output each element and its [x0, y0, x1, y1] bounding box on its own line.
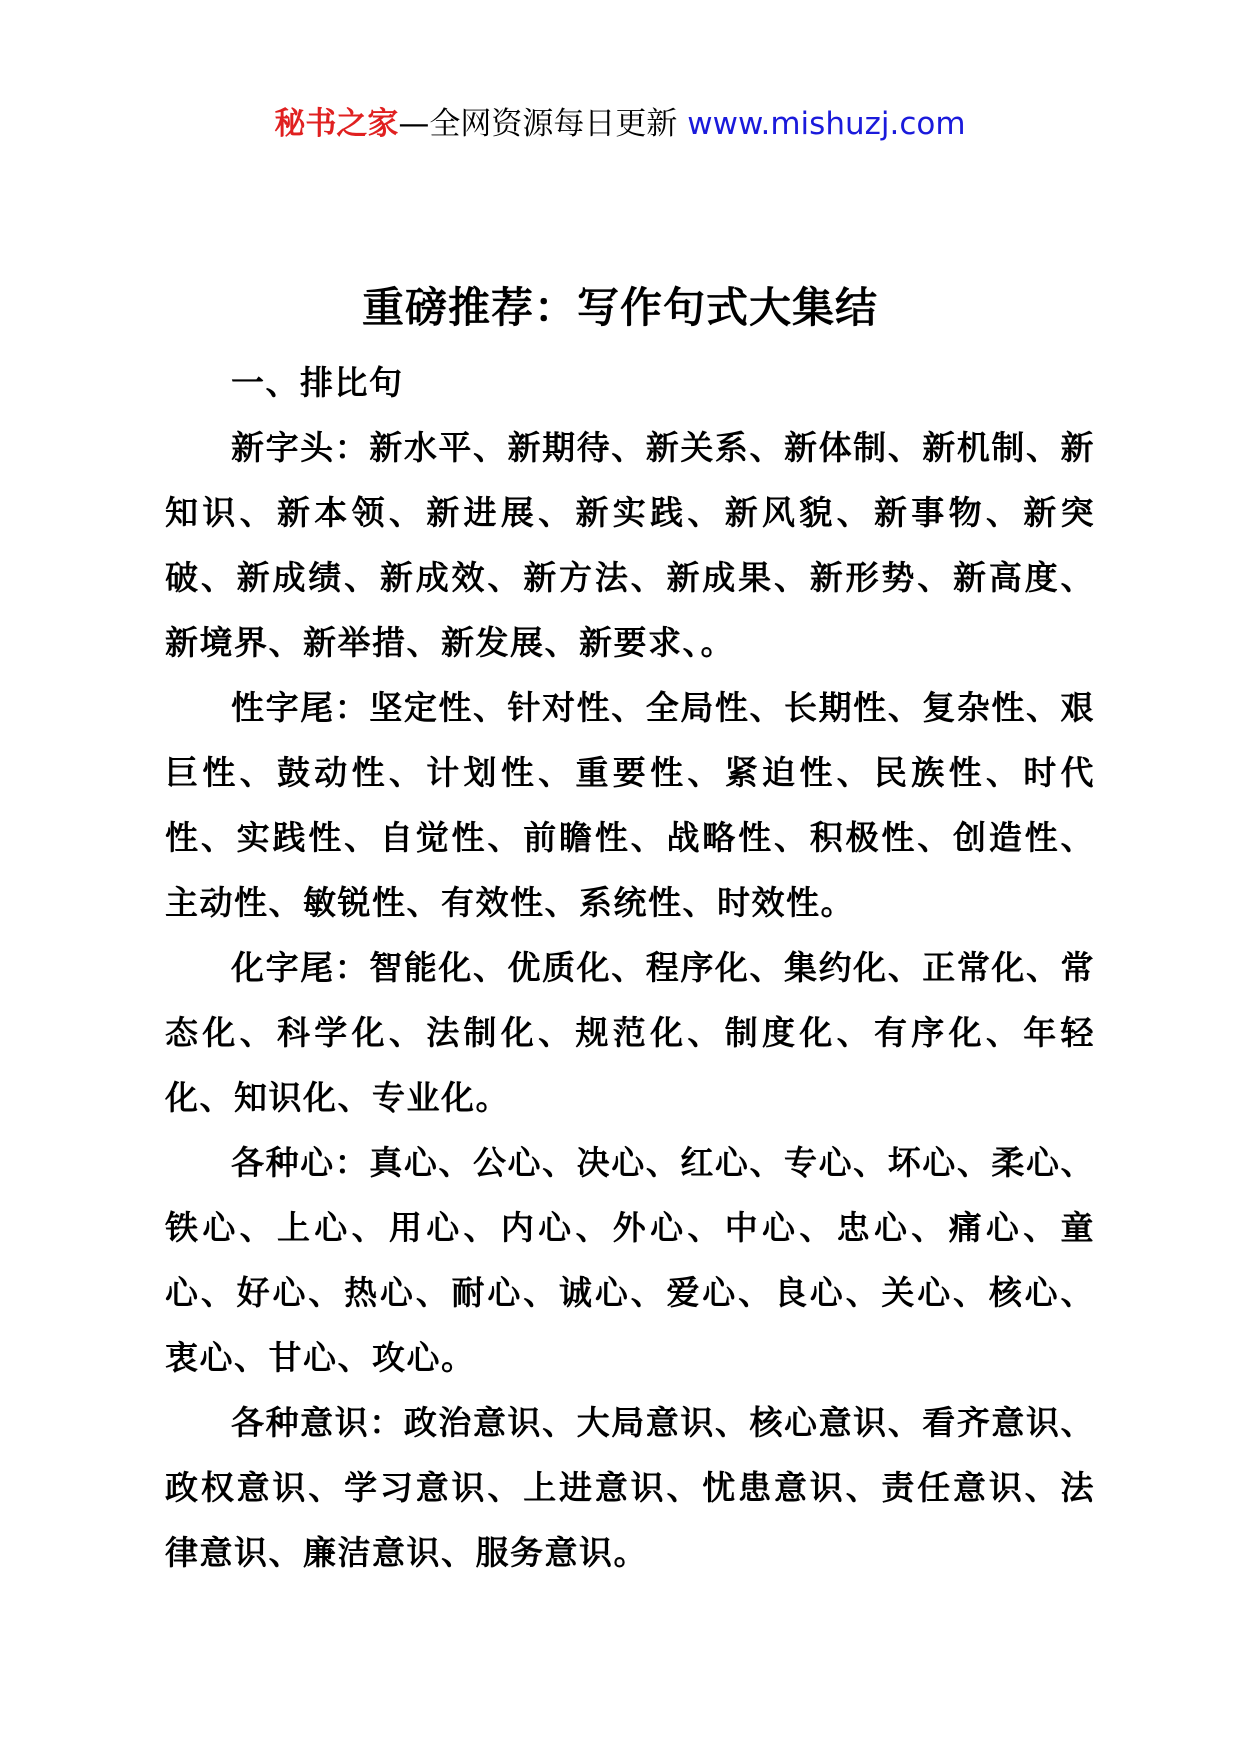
site-url-link[interactable]: www.mishuzj.com	[687, 106, 966, 142]
document-title: 重磅推荐：写作句式大集结	[361, 283, 878, 332]
paragraph-xin-prefix: 新字头：新水平、新期待、新关系、新体制、新机制、新知识、新本领、新进展、新实践、新风貌、新事物、新突破、新成绩、新成效、新方法、新成果、新形势、新高度、新境界、新举措、新发展、新要求、。	[165, 428, 1095, 662]
paragraph-xing-suffix: 性字尾：坚定性、针对性、全局性、长期性、复杂性、艰巨性、鼓动性、计划性、重要性、紧迫性、民族性、时代性、实践性、自觉性、前瞻性、战略性、积极性、创造性、主动性、敏锐性、有效性、系统性、时效性。	[165, 688, 1095, 922]
paragraph-hua-suffix: 化字尾：智能化、优质化、程序化、集约化、正常化、常态化、科学化、法制化、规范化、制度化、有序化、年轻化、知识化、专业化。	[165, 948, 1095, 1117]
site-name: 秘书之家	[274, 106, 399, 142]
document-body	[165, 350, 1095, 1585]
paragraph-awareness-words: 各种意识：政治意识、大局意识、核心意识、看齐意识、政权意识、学习意识、上进意识、忧患意识、责任意识、法律意识、廉洁意识、服务意识。	[165, 1403, 1095, 1572]
site-tagline: —全网资源每日更新	[398, 106, 678, 142]
section-heading: 一、排比句	[231, 363, 404, 402]
page-header	[0, 98, 1240, 150]
paragraph-heart-words: 各种心：真心、公心、决心、红心、专心、坏心、柔心、铁心、上心、用心、内心、外心、中心、忠心、痛心、童心、好心、热心、耐心、诚心、爱心、良心、关心、核心、衷心、甘心、攻心。	[165, 1143, 1095, 1377]
